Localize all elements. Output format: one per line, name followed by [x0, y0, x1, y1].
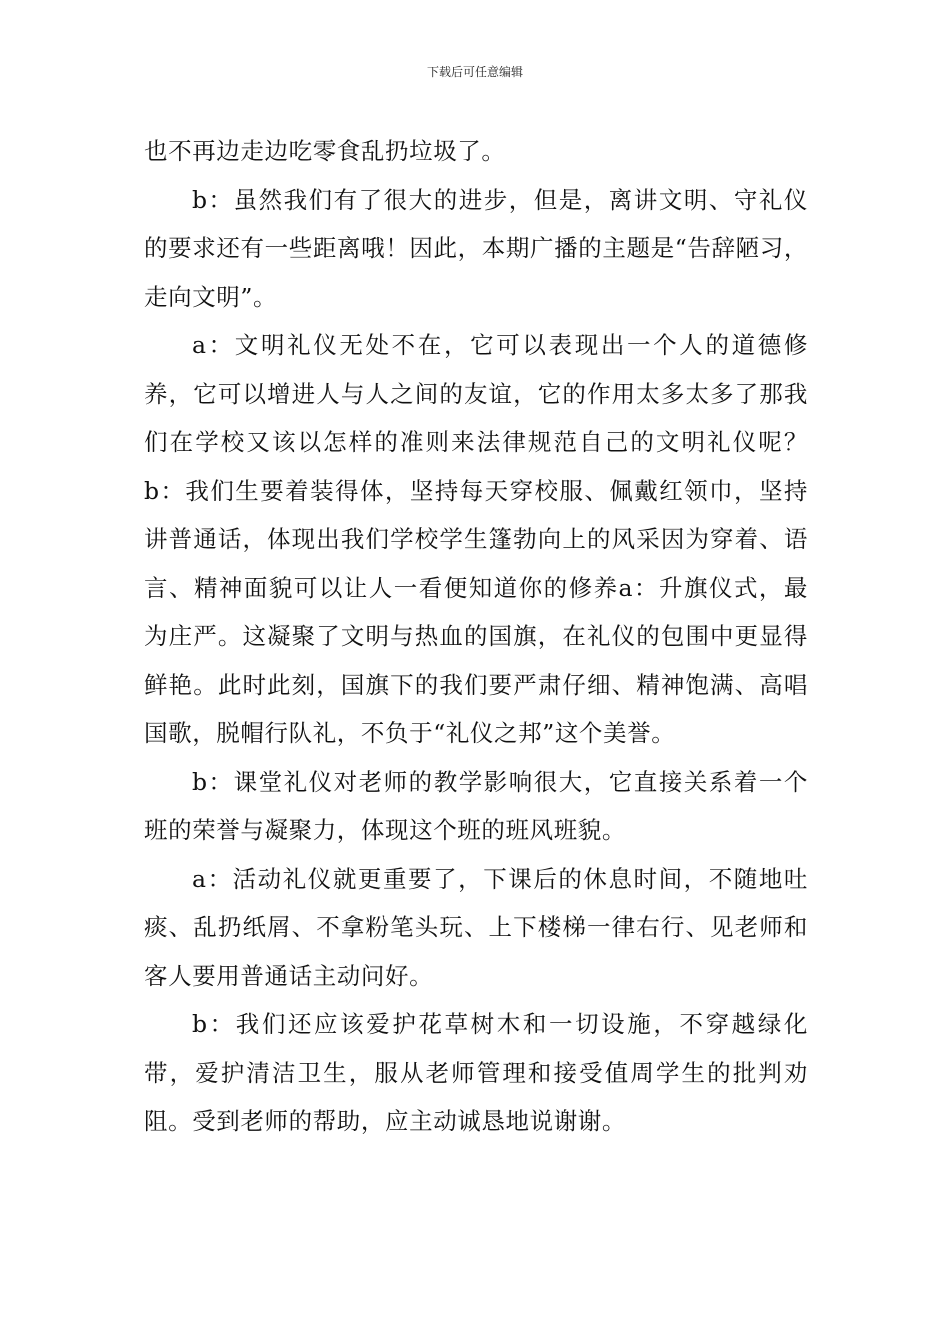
paragraph-2: b：虽然我们有了很大的进步，但是，离讲文明、守礼仪的要求还有一些距离哦！因此，本期广播的主题是“告辞陋习，走向文明”。 — [144, 185, 808, 311]
paragraph-6: b：我们还应该爱护花草树木和一切设施，不穿越绿化带，爱护清洁卫生，服从老师管理和接受值周学生的批判劝阻。受到老师的帮助，应主动诚恳地说谢谢。 — [144, 1010, 808, 1135]
paragraph-4: b：课堂礼仪对老师的教学影响很大，它直接关系着一个班的荣誉与凝聚力，体现这个班的班风班貌。 — [144, 767, 808, 844]
paragraph-1: 也不再边走边吃零食乱扔垃圾了。 — [144, 137, 506, 165]
document-body — [144, 127, 808, 1146]
paragraph-3: a：文明礼仪无处不在，它可以表现出一个人的道德修养，它可以增进人与人之间的友谊，它的作用太多太多了那我们在学校又该以怎样的准则来法律规范自己的文明礼仪呢？b：我们生要着装得体，坚持每天穿校服、佩戴红领巾，坚持讲普通话，体现出我们学校学生篷勃向上的风采因为穿着、语言、精神面貌可以让人一看便知道你的修养a：升旗仪式，最为庄严。这凝聚了文明与热血的国旗，在礼仪的包围中更显得鲜艳。此时此刻，国旗下的我们要严肃仔细、精神饱满、高唱国歌，脱帽行队礼，不负于“礼仪之邦”这个美誉。 — [144, 331, 808, 747]
page-header: 下载后可任意编辑 — [426, 65, 523, 79]
paragraph-5: a：活动礼仪就更重要了，下课后的休息时间，不随地吐痰、乱扔纸屑、不拿粉笔头玩、上下楼梯一律右行、见老师和客人要用普通话主动问好。 — [144, 864, 808, 990]
